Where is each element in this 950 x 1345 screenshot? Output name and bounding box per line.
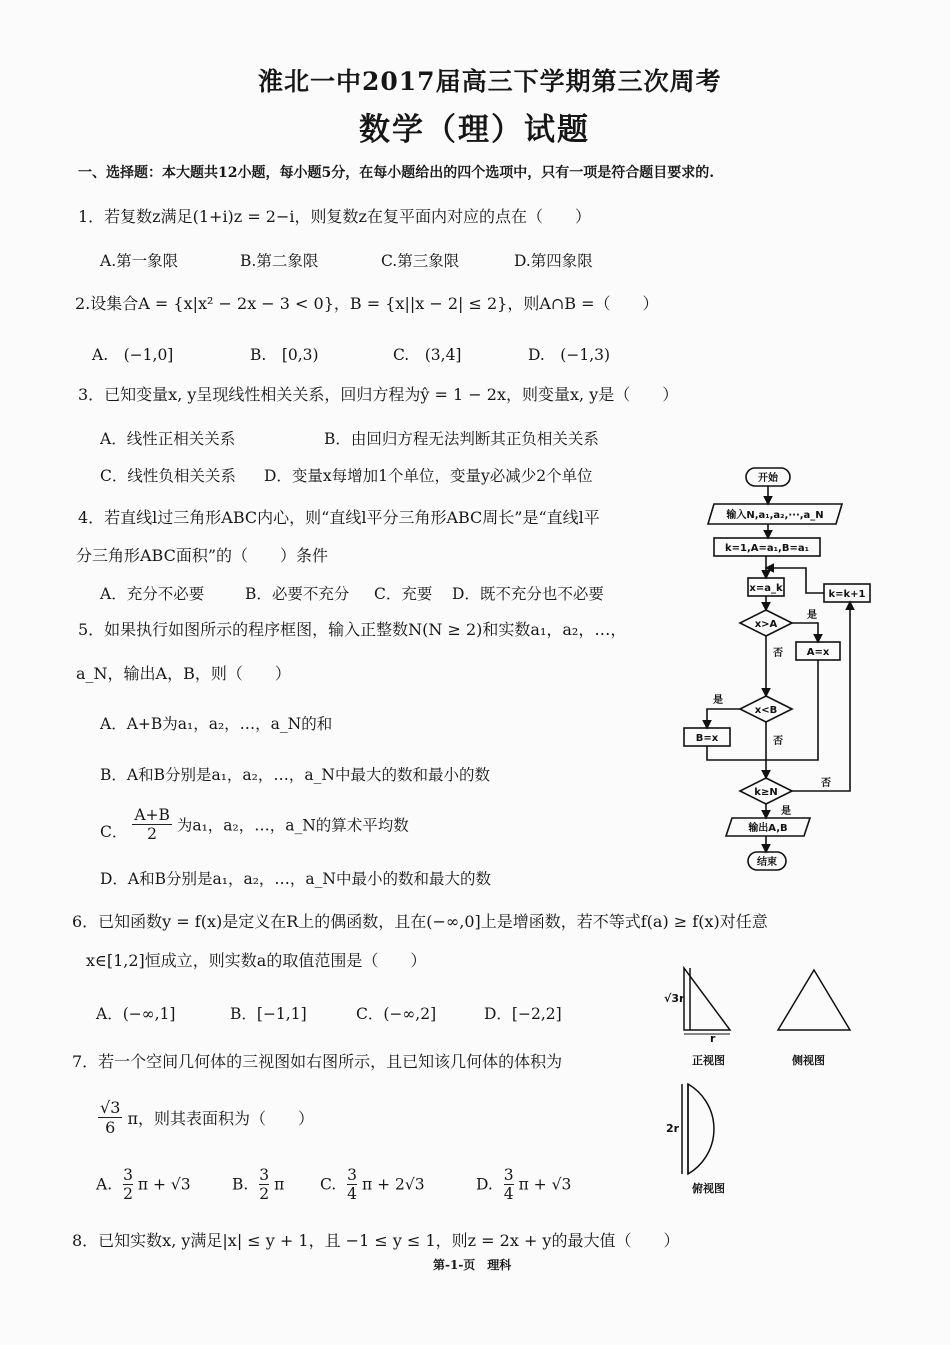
flow-assign-label: x=a_k xyxy=(749,583,783,594)
question-4-option-a: A．充分不必要 xyxy=(100,585,205,603)
question-3-option-c: C．线性负相关关系 xyxy=(100,467,236,485)
question-7-stem: 7．若一个空间几何体的三视图如右图所示，且已知该几何体的体积为 xyxy=(72,1052,563,1071)
flow-setA-label: A=x xyxy=(806,647,830,658)
question-3-option-a: A．线性正相关关系 xyxy=(100,430,236,448)
side-view-shape xyxy=(778,970,850,1030)
top-view-label: 俯视图 xyxy=(692,1182,725,1195)
question-5-option-c-text: 为a₁，a₂，…，a_N的算术平均数 xyxy=(176,816,409,835)
option-letter: D. xyxy=(476,1175,493,1194)
question-2-stem: 2.设集合A = {x|x² − 2x − 3 < 0}，B = {x||x − 2| ≤ 2}，则A∩B =（ ） xyxy=(75,294,659,313)
flow-cond3-label: k≥N xyxy=(754,787,778,798)
question-1-option-d: D.第四象限 xyxy=(514,252,593,270)
fraction-numerator: 3 xyxy=(259,1166,270,1184)
question-7-stem-line2 xyxy=(98,1098,314,1137)
side-view-label: 侧视图 xyxy=(792,1054,825,1067)
flow-end-label: 结束 xyxy=(757,857,777,868)
flow-yes-3: 是 xyxy=(781,806,791,817)
flow-no-3: 否 xyxy=(821,778,831,789)
r-label: r xyxy=(710,1032,716,1045)
fraction-denominator: 2 xyxy=(123,1185,133,1203)
flowchart xyxy=(676,460,890,880)
option-rest: π xyxy=(274,1175,285,1194)
option-letter: B. xyxy=(232,1175,249,1194)
question-8-stem: 8．已知实数x, y满足|x| ≤ y + 1，且 −1 ≤ y ≤ 1，则z = 2x + y的最大值（ ） xyxy=(72,1231,680,1250)
fraction-denominator: 4 xyxy=(347,1185,358,1203)
question-1-option-a: A.第一象限 xyxy=(100,252,179,270)
question-4-stem: 4．若直线l过三角形ABC内心，则“直线l平分三角形ABC周长”是“直线l平 xyxy=(78,508,600,527)
fraction-denominator: 2 xyxy=(147,825,158,843)
two-r-label: 2r xyxy=(666,1122,680,1135)
flow-start-label: 开始 xyxy=(758,473,778,484)
question-7-option-c xyxy=(320,1166,425,1203)
front-view-shape xyxy=(684,968,730,1030)
section-heading: 一、选择题：本大题共12小题，每小题5分，在每小题给出的四个选项中，只有一项是符合题目要求的. xyxy=(78,165,715,181)
question-5-option-c: C． $\frac{A+B}{2}$ 为a₁，a₂，…，a_N的算术平均数 xyxy=(100,806,409,843)
fraction-denominator: 4 xyxy=(503,1185,514,1203)
question-7-stem-tail: π，则其表面积为（ ） xyxy=(127,1109,314,1128)
question-7-option-a xyxy=(96,1166,191,1203)
fraction-numerator: 3 xyxy=(347,1166,358,1184)
top-view-shape xyxy=(688,1084,714,1174)
question-7-option-b xyxy=(232,1166,284,1203)
flow-no-1: 否 xyxy=(773,648,783,659)
question-4-stem-line2: 分三角形ABC面积”的（ ）条件 xyxy=(76,546,329,565)
question-3-option-d: D．变量x每增加1个单位，变量y必减少2个单位 xyxy=(264,467,593,485)
flow-cond2-label: x<B xyxy=(754,705,778,716)
flow-output-label: 输出A,B xyxy=(748,823,788,834)
option-rest: π + √3 xyxy=(518,1175,572,1194)
option-rest: π + 2√3 xyxy=(361,1175,425,1194)
question-1-stem: 1．若复数z满足(1+i)z = 2−i，则复数z在复平面内对应的点在（ ） xyxy=(78,207,591,226)
question-6-option-b: B．[−1,1] xyxy=(230,1005,307,1023)
question-6-option-a: A．(−∞,1] xyxy=(96,1005,176,1023)
question-2-option-c: C. (3,4] xyxy=(393,346,462,364)
flow-cond1-label: x>A xyxy=(754,619,778,630)
question-4-option-c: C．充要 xyxy=(374,585,433,603)
flow-setB-label: B=x xyxy=(695,733,719,744)
question-2-option-d: D. (−1,3) xyxy=(528,346,611,364)
fraction-numerator: 3 xyxy=(123,1166,133,1184)
question-4-option-d: D．既不充分也不必要 xyxy=(452,585,604,603)
flow-yes-1: 是 xyxy=(807,610,817,621)
question-1-option-b: B.第二象限 xyxy=(240,252,319,270)
question-2-option-b: B. [0,3) xyxy=(250,346,319,364)
volume-denominator: 6 xyxy=(105,1118,116,1137)
flow-init-label: k=1,A=a₁,B=a₁ xyxy=(725,543,809,554)
three-views-figure xyxy=(664,960,854,1200)
sqrt3r-label: √3r xyxy=(664,992,685,1005)
front-view-label: 正视图 xyxy=(692,1054,725,1067)
flow-yes-2: 是 xyxy=(713,695,723,706)
volume-numerator: √3 xyxy=(100,1098,121,1117)
question-5-option-b: B．A和B分别是a₁，a₂，…，a_N中最大的数和最小的数 xyxy=(100,766,490,784)
option-rest: π + √3 xyxy=(137,1175,191,1194)
flow-input-label: 输入N,a₁,a₂,···,a_N xyxy=(726,510,824,521)
question-5-option-d: D．A和B分别是a₁，a₂，…，a_N中最小的数和最大的数 xyxy=(100,870,491,888)
question-5-stem-line2: a_N，输出A，B，则（ ） xyxy=(76,664,291,683)
page-footer: 第-1-页 理科 xyxy=(433,1258,512,1272)
question-1-option-c: C.第三象限 xyxy=(381,252,460,270)
question-3-option-b: B．由回归方程无法判断其正负相关关系 xyxy=(324,430,599,448)
flow-no-2: 否 xyxy=(773,736,783,747)
question-5-stem: 5．如果执行如图所示的程序框图，输入正整数N(N ≥ 2)和实数a₁，a₂，…， xyxy=(78,620,627,639)
question-2-option-a: A. (−1,0] xyxy=(92,346,174,364)
question-7-option-d xyxy=(476,1166,571,1203)
option-letter: A. xyxy=(96,1175,113,1194)
exam-title: 淮北一中2017届高三下学期第三次周考 xyxy=(258,67,722,96)
exam-subtitle: 数学（理）试题 xyxy=(359,112,590,148)
question-6-stem: 6．已知函数y = f(x)是定义在R上的偶函数，且在(−∞,0]上是增函数，若不等式f(a) ≥ f(x)对任意 xyxy=(72,912,768,931)
question-5-option-a: A．A+B为a₁，a₂，…，a_N的和 xyxy=(100,715,333,733)
fraction-numerator: 3 xyxy=(503,1166,514,1184)
question-3-stem: 3．已知变量x, y呈现线性相关关系，回归方程为ŷ = 1 − 2x，则变量x, y是（ ） xyxy=(78,385,679,404)
fraction-denominator: 2 xyxy=(259,1185,270,1203)
fraction-numerator: A+B xyxy=(134,806,170,824)
question-4-option-b: B．必要不充分 xyxy=(245,585,350,603)
question-6-option-c: C．(−∞,2] xyxy=(356,1005,437,1023)
option-letter: C. xyxy=(320,1175,337,1194)
flow-inc-label: k=k+1 xyxy=(828,589,866,600)
question-6-stem-line2: x∈[1,2]恒成立，则实数a的取值范围是（ ） xyxy=(86,951,427,970)
question-6-option-d: D．[−2,2] xyxy=(484,1005,562,1023)
